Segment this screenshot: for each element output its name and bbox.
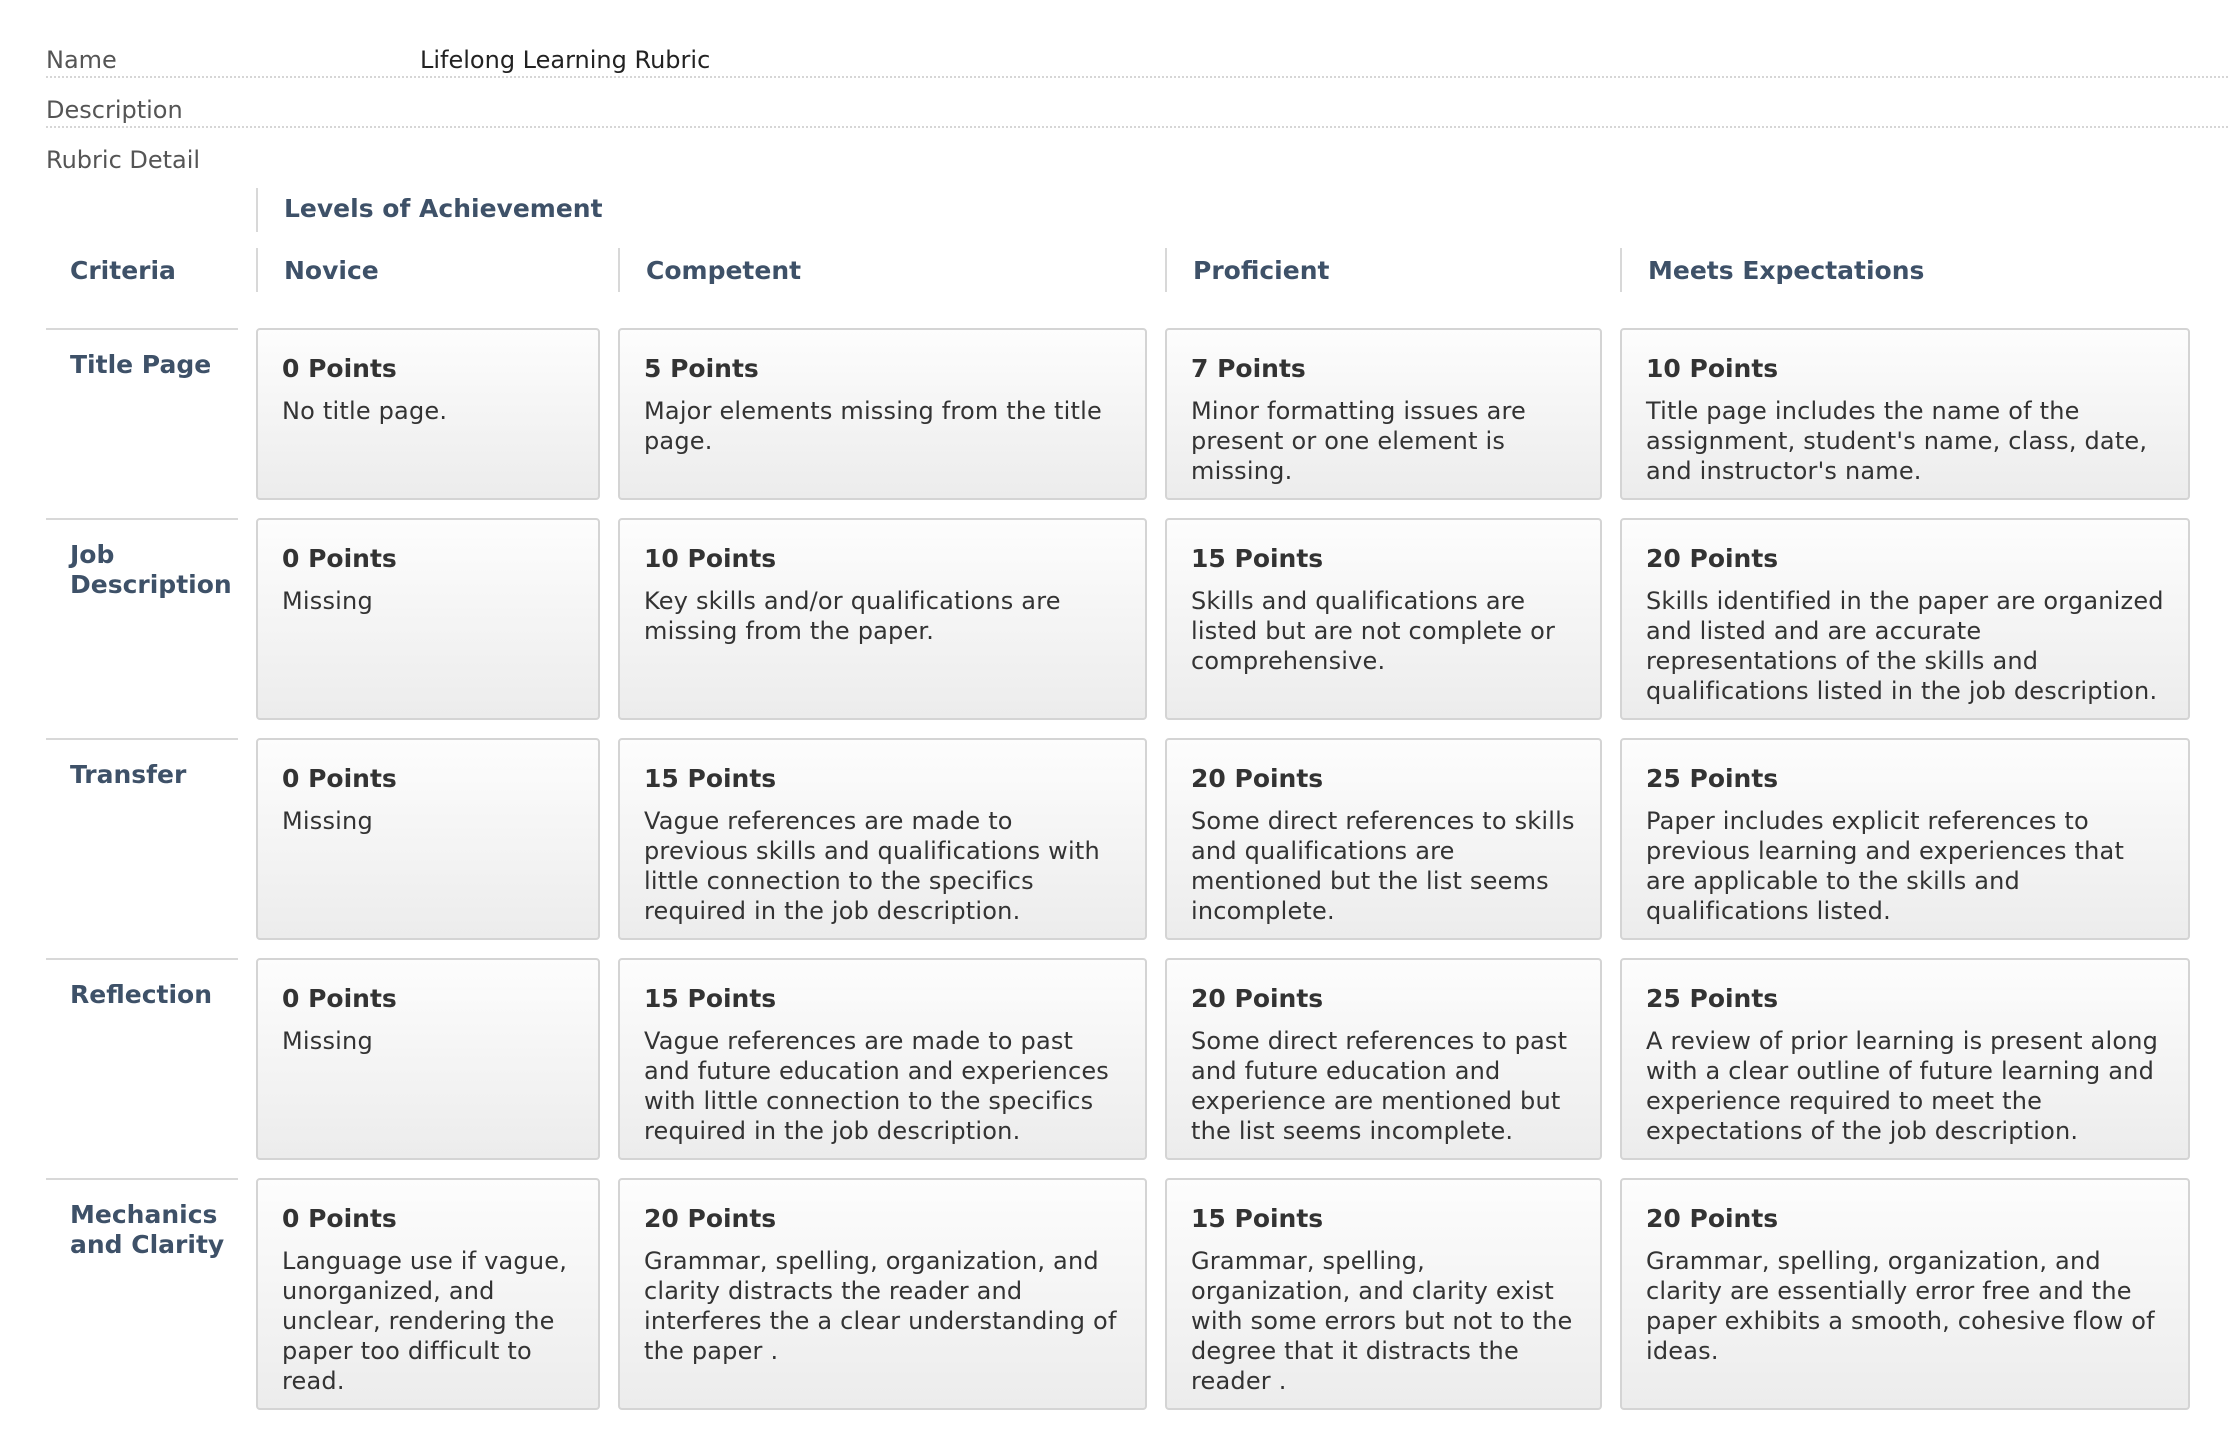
description-label: Description <box>46 96 183 124</box>
cell-points: 25 Points <box>1646 764 1779 793</box>
rubric-cell[interactable] <box>1620 1178 2190 1410</box>
cell-points: 25 Points <box>1646 984 1779 1013</box>
rubric-cell[interactable] <box>1165 1178 1602 1410</box>
cell-description: Title page includes the name of the assignment, student's name, class, date, and instructor's name. <box>1646 397 2148 485</box>
rubric-cell[interactable] <box>256 958 600 1160</box>
cell-description: Some direct references to skills and qualifications are mentioned but the list seems incomplete. <box>1191 807 1575 925</box>
level-header-novice: Novice <box>256 248 379 292</box>
cell-points: 15 Points <box>644 764 777 793</box>
rubric-cell[interactable] <box>1165 738 1602 940</box>
cell-description: Key skills and/or qualifications are missing from the paper. <box>644 587 1061 645</box>
criterion-reflection: Reflection <box>46 958 238 1178</box>
cell-points: 7 Points <box>1191 354 1306 383</box>
rubric-cell[interactable] <box>256 738 600 940</box>
cell-description: Minor formatting issues are present or one element is missing. <box>1191 397 1526 485</box>
cell-description: Vague references are made to previous skills and qualifications with little connection to the specifics required in the job description. <box>644 807 1100 925</box>
criteria-column-header: Criteria <box>70 256 176 285</box>
rubric-detail-label: Rubric Detail <box>46 146 201 174</box>
levels-of-achievement-title: Levels of Achievement <box>256 188 603 232</box>
cell-points: 20 Points <box>1646 1204 1779 1233</box>
level-header-meets-expectations: Meets Expectations <box>1620 248 1924 292</box>
cell-points: 20 Points <box>1191 984 1324 1013</box>
cell-description: No title page. <box>282 397 448 425</box>
cell-points: 15 Points <box>1191 1204 1324 1233</box>
cell-description: Missing <box>282 807 373 835</box>
rubric-cell[interactable] <box>1620 518 2190 720</box>
cell-points: 20 Points <box>1646 544 1779 573</box>
rubric-cell[interactable] <box>618 958 1147 1160</box>
cell-points: 0 Points <box>282 544 397 573</box>
cell-points: 15 Points <box>644 984 777 1013</box>
cell-description: Grammar, spelling, organization, and clarity distracts the reader and interferes the a clear understanding of the paper . <box>644 1247 1117 1365</box>
rubric-cell[interactable] <box>256 328 600 500</box>
cell-description: Grammar, spelling, organization, and clarity are essentially error free and the paper exhibits a smooth, cohesive flow of ideas. <box>1646 1247 2155 1365</box>
cell-points: 5 Points <box>644 354 759 383</box>
criterion-mechanics-and-clarity: Mechanics and Clarity <box>46 1178 238 1412</box>
cell-points: 0 Points <box>282 984 397 1013</box>
cell-points: 10 Points <box>644 544 777 573</box>
cell-description: Skills and qualifications are listed but are not complete or comprehensive. <box>1191 587 1556 675</box>
rubric-cell[interactable] <box>1165 958 1602 1160</box>
cell-description: Skills identified in the paper are organized and listed and are accurate representations of the skills and qualifications listed in the job description. <box>1646 587 2164 705</box>
cell-points: 10 Points <box>1646 354 1779 383</box>
rubric-cell[interactable] <box>1165 518 1602 720</box>
cell-points: 0 Points <box>282 764 397 793</box>
level-header-competent: Competent <box>618 248 801 292</box>
cell-description: Some direct references to past and future education and experience are mentioned but the list seems incomplete. <box>1191 1027 1568 1145</box>
cell-description: Language use if vague, unorganized, and unclear, rendering the paper too difficult to read. <box>282 1247 568 1395</box>
cell-description: A review of prior learning is present along with a clear outline of future learning and experience required to meet the expectations of the job description. <box>1646 1027 2159 1145</box>
rubric-cell[interactable] <box>1620 328 2190 500</box>
rubric-cell[interactable] <box>618 1178 1147 1410</box>
cell-points: 0 Points <box>282 354 397 383</box>
rubric-cell[interactable] <box>618 328 1147 500</box>
rubric-cell[interactable] <box>256 1178 600 1410</box>
cell-description: Vague references are made to past and future education and experiences with little connection to the specifics required in the job description. <box>644 1027 1110 1145</box>
criterion-title-page: Title Page <box>46 328 238 518</box>
cell-description: Missing <box>282 1027 373 1055</box>
rubric-cell[interactable] <box>1165 328 1602 500</box>
rubric-cell[interactable] <box>618 738 1147 940</box>
criterion-transfer: Transfer <box>46 738 238 958</box>
cell-description: Grammar, spelling, organization, and clarity exist with some errors but not to the degree that it distracts the reader . <box>1191 1247 1573 1395</box>
rubric-cell[interactable] <box>1620 958 2190 1160</box>
cell-points: 20 Points <box>644 1204 777 1233</box>
cell-description: Missing <box>282 587 373 615</box>
cell-description: Major elements missing from the title page. <box>644 397 1102 455</box>
cell-description: Paper includes explicit references to previous learning and experiences that are applicable to the skills and qualifications listed. <box>1646 807 2125 925</box>
cell-points: 15 Points <box>1191 544 1324 573</box>
name-value: Lifelong Learning Rubric <box>420 46 711 74</box>
criterion-job-description: Job Description <box>46 518 238 738</box>
rubric-cell[interactable] <box>1620 738 2190 940</box>
rubric-cell[interactable] <box>618 518 1147 720</box>
name-label: Name <box>46 46 117 74</box>
level-header-proficient: Proficient <box>1165 248 1329 292</box>
cell-points: 0 Points <box>282 1204 397 1233</box>
rubric-cell[interactable] <box>256 518 600 720</box>
cell-points: 20 Points <box>1191 764 1324 793</box>
